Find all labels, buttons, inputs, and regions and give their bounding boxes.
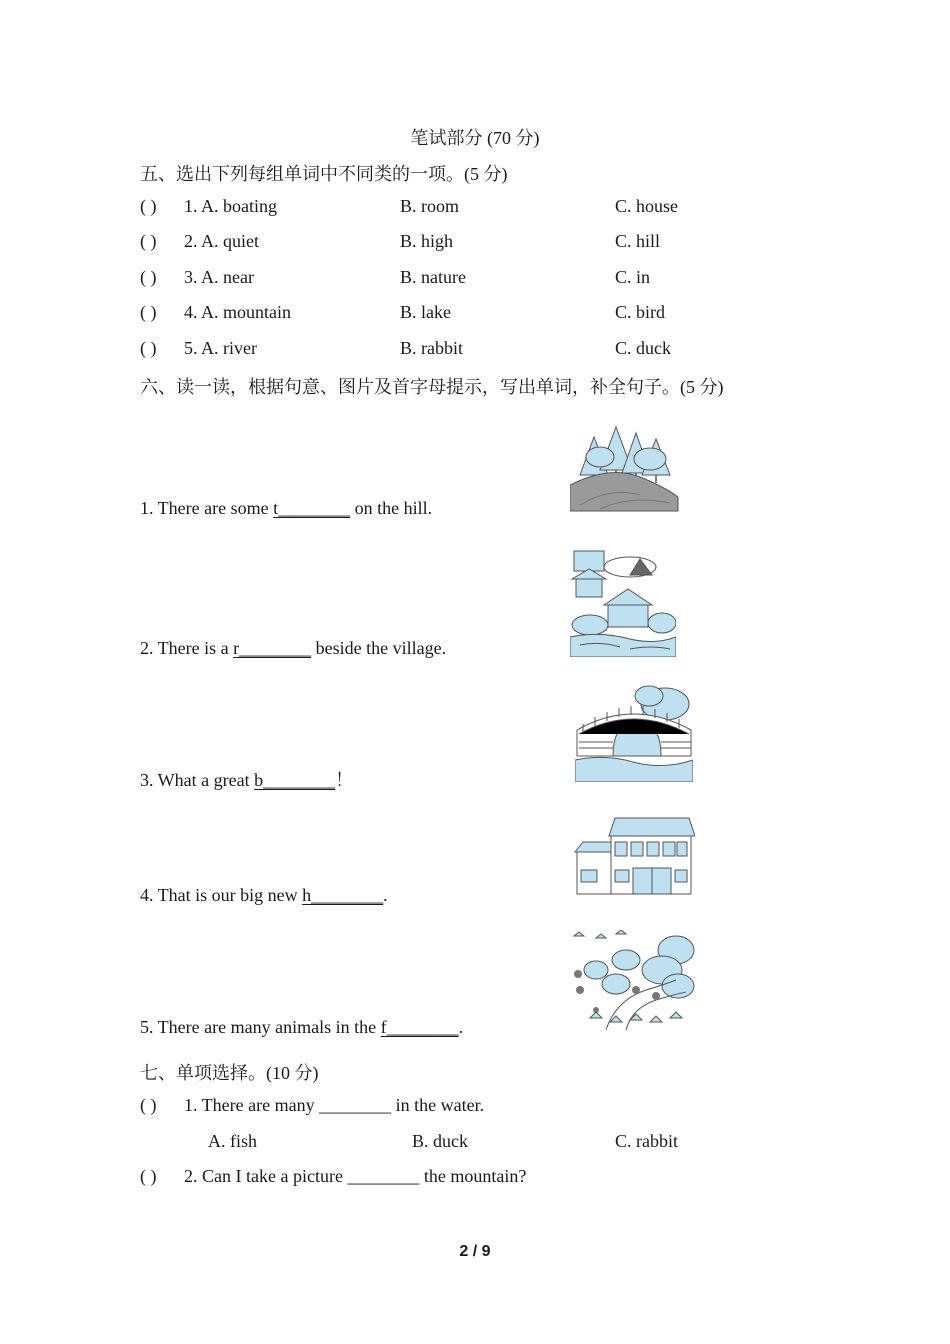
sentence-text: 4. That is our big new	[140, 885, 303, 905]
answer-blank[interactable]: r________	[233, 638, 312, 658]
section6-heading: 六、读一读，根据句意、图片及首字母提示，写出单词，补全句子。(5 分)	[140, 377, 724, 397]
forest-animals-picture	[566, 930, 696, 1034]
fill-sentence-5	[140, 1017, 463, 1038]
question-option-a: 1. A. boating	[184, 196, 277, 216]
village-river-picture	[570, 545, 676, 657]
option-b[interactable]: B. duck	[412, 1131, 468, 1151]
answer-bracket[interactable]: ( )	[140, 338, 157, 358]
option-b: B. lake	[400, 302, 451, 322]
sentence-text: 5. There are many animals in the	[140, 1017, 381, 1037]
question-option-a: 2. A. quiet	[184, 231, 259, 251]
option-c: C. bird	[615, 302, 666, 322]
answer-blank[interactable]: t________	[273, 498, 351, 518]
page-number: 2 / 9	[459, 1243, 491, 1260]
bridge-picture	[575, 684, 693, 782]
option-b: B. high	[400, 231, 454, 251]
sentence-text: 1. There are some	[140, 498, 274, 518]
sentence-text: 2. There is a	[140, 638, 234, 658]
question-option-a: 3. A. near	[184, 267, 254, 287]
sentence-text: .	[383, 885, 388, 905]
page-title: 笔试部分 (70 分)	[410, 128, 540, 148]
question-option-a: 5. A. river	[184, 338, 257, 358]
answer-bracket[interactable]: ( )	[140, 231, 157, 251]
fill-sentence-1	[140, 498, 432, 519]
option-c: C. duck	[615, 338, 671, 358]
question-text: 2. Can I take a picture ________ the mountain?	[184, 1166, 527, 1186]
section7-heading: 七、单项选择。(10 分)	[140, 1063, 319, 1083]
option-b: B. room	[400, 196, 460, 216]
fill-sentence-4	[140, 885, 388, 906]
question-text: 1. There are many ________ in the water.	[184, 1095, 485, 1115]
answer-bracket[interactable]: ( )	[140, 1166, 157, 1186]
option-b: B. rabbit	[400, 338, 463, 358]
answer-blank[interactable]: h________	[302, 885, 384, 905]
fill-sentence-2	[140, 638, 446, 659]
option-b: B. nature	[400, 267, 466, 287]
answer-bracket[interactable]: ( )	[140, 1095, 157, 1115]
answer-bracket[interactable]: ( )	[140, 267, 157, 287]
option-c: C. house	[615, 196, 678, 216]
section5-heading: 五、选出下列每组单词中不同类的一项。(5 分)	[140, 164, 508, 184]
sentence-text: ！	[335, 770, 354, 790]
answer-bracket[interactable]: ( )	[140, 196, 157, 216]
answer-bracket[interactable]: ( )	[140, 302, 157, 322]
sentence-text: on the hill.	[350, 498, 433, 518]
sentence-text: .	[458, 1017, 464, 1037]
house-picture	[573, 816, 695, 896]
sentence-text: beside the village.	[311, 638, 447, 658]
sentence-text: 3. What a great	[140, 770, 255, 790]
trees-on-hill-picture	[570, 415, 680, 513]
answer-blank[interactable]: b________	[254, 770, 336, 790]
question-option-a: 4. A. mountain	[184, 302, 291, 322]
answer-blank[interactable]: f________	[380, 1017, 459, 1037]
option-a[interactable]: A. fish	[208, 1131, 257, 1151]
fill-sentence-3	[140, 766, 353, 792]
option-c[interactable]: C. rabbit	[615, 1131, 678, 1151]
option-c: C. hill	[615, 231, 661, 251]
option-c: C. in	[615, 267, 651, 287]
